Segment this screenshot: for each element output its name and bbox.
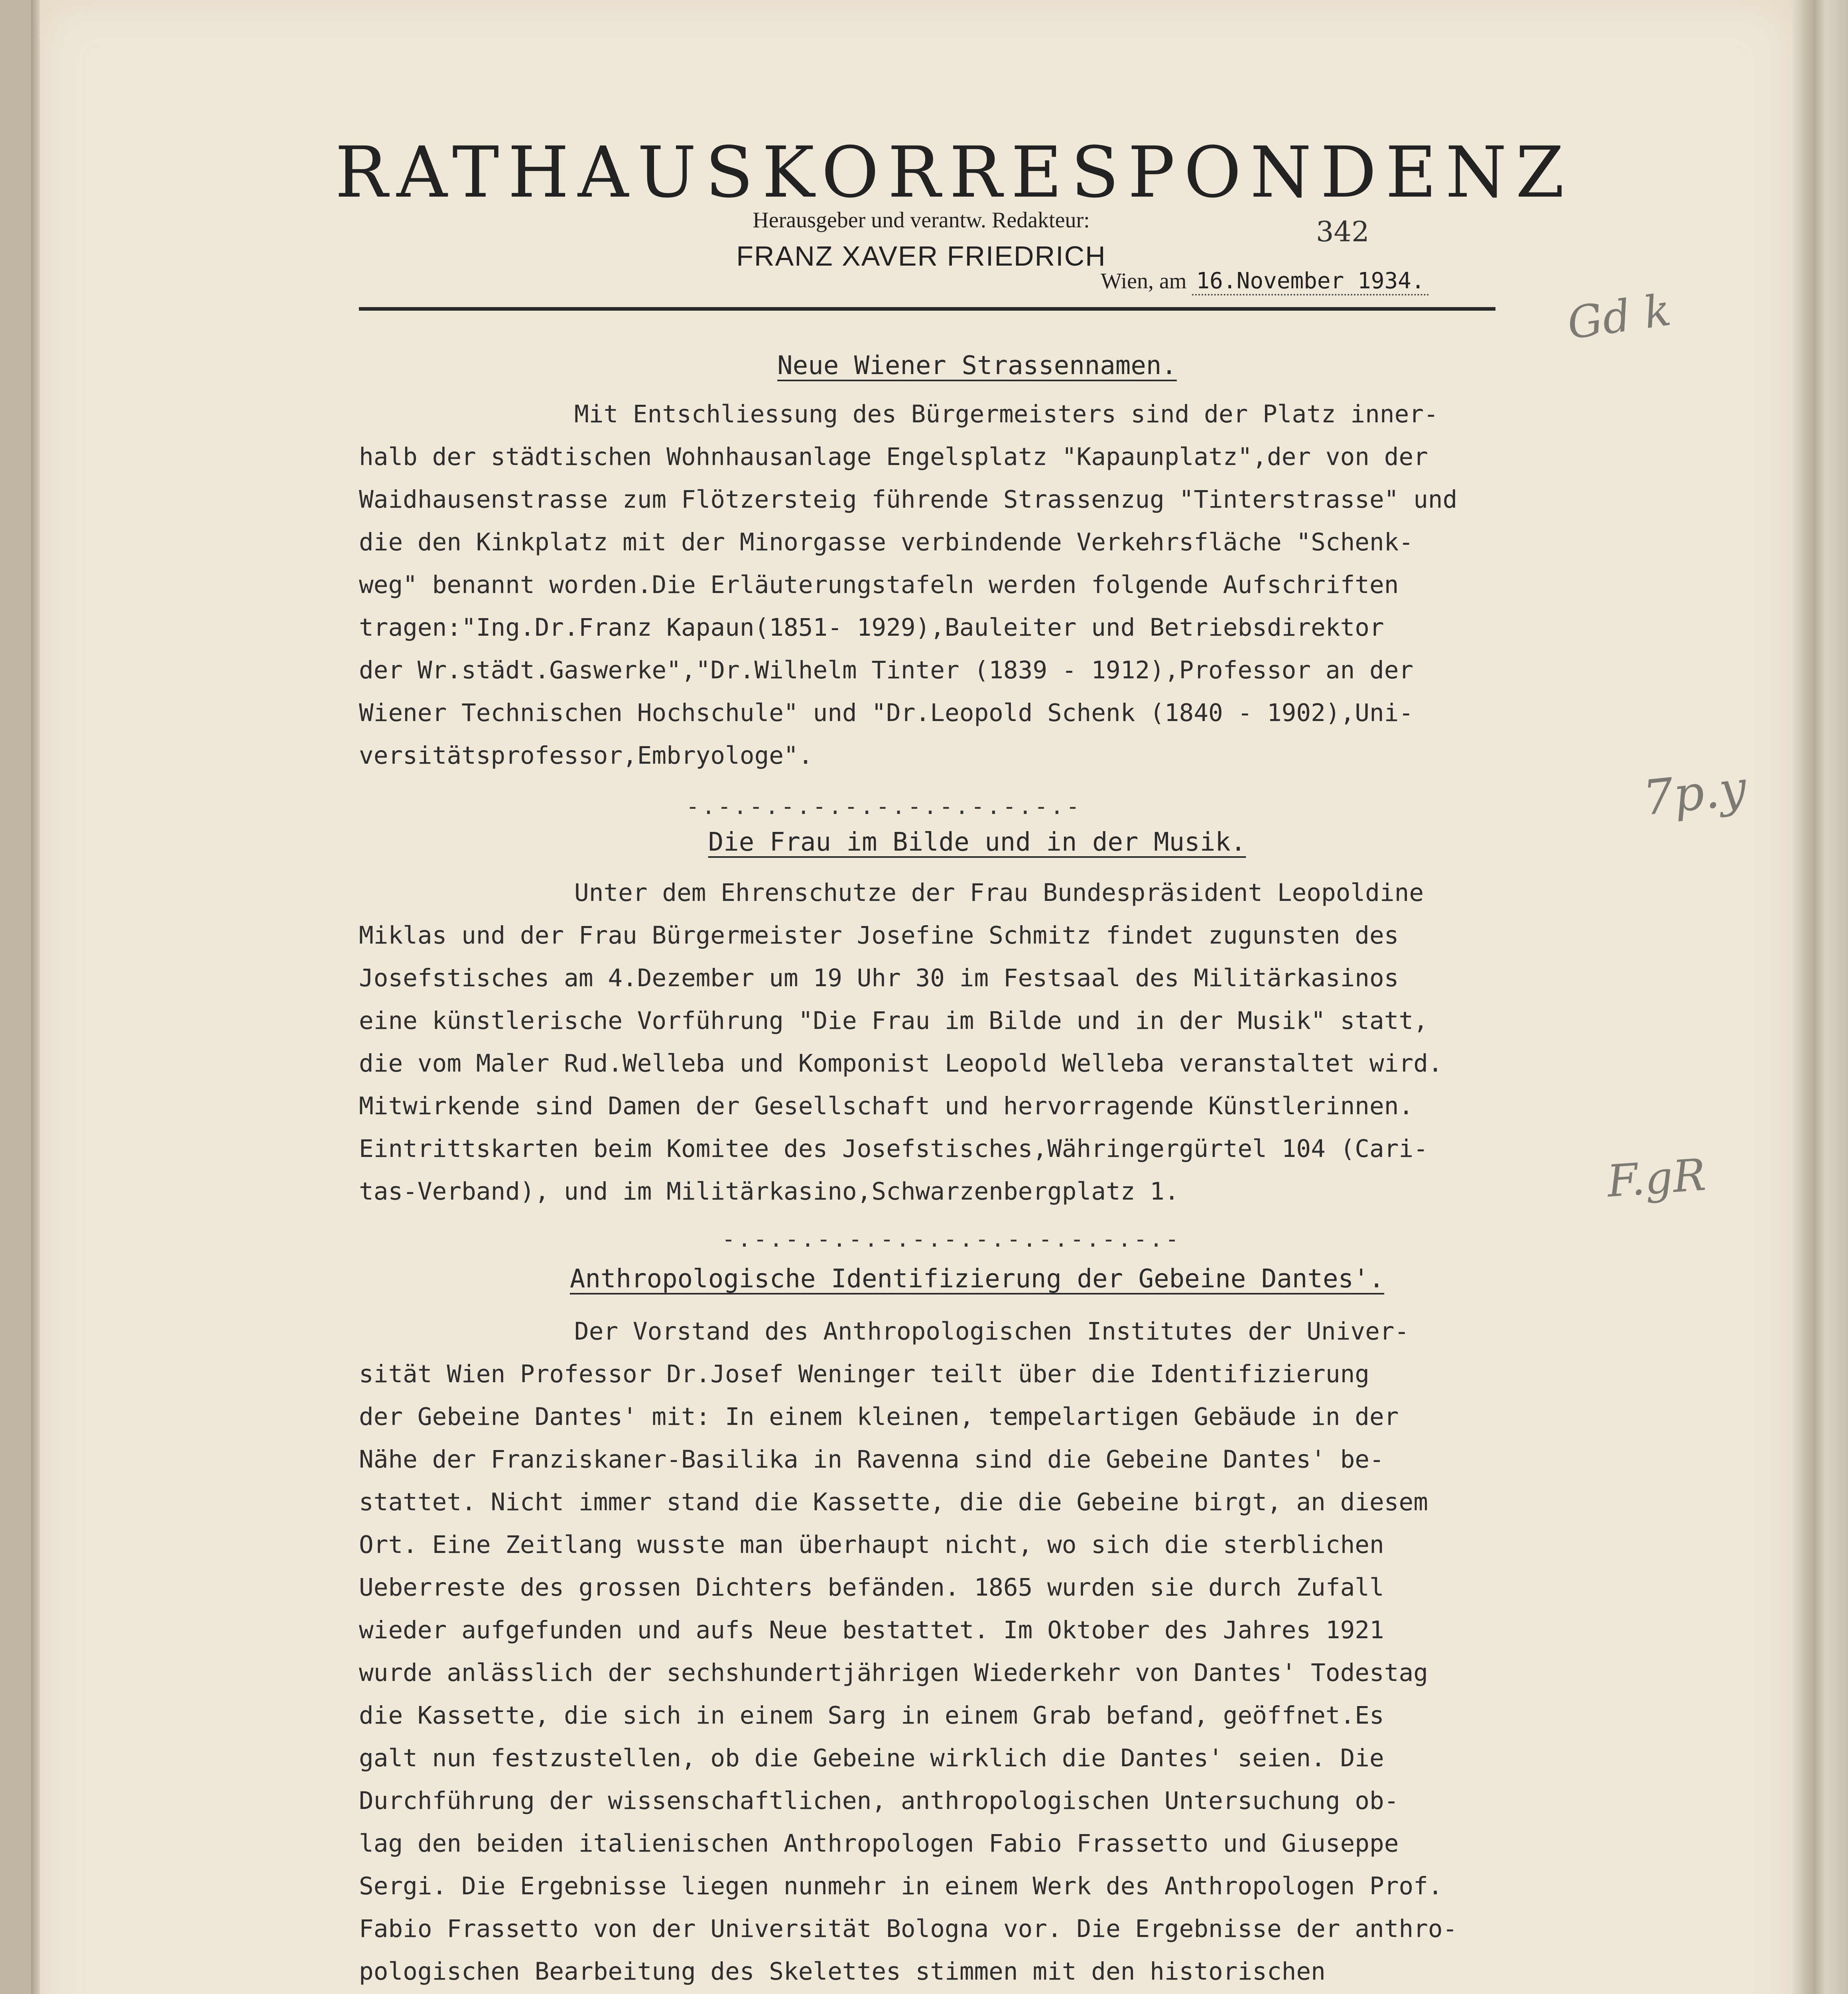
gutter-fold	[31, 0, 40, 1994]
publisher-name: FRANZ XAVER FRIEDRICH	[736, 240, 1106, 272]
article-body-street-names: Mit Entschliessung des Bürgermeisters sind der Platz inner- halb der städtischen Wohnhausanlage Engelsplatz "Kapaunplatz",der von der Waidhausenstrasse zum Flötzersteig führende Strassenzug "Tinterstrasse" und die den Kinkplatz mit der Minorgasse verbindende Verkehrsfläche "Schenk- weg" benannt worden.Die Erläuterungstafeln werden folgende Aufschriften tragen:"Ing.Dr.Franz Kapaun(1851- 1929),Bauleiter und Betriebsdirektor der Wr.städt.Gaswerke","Dr.Wilhelm Tinter (1839 - 1912),Professor an der Wiener Technischen Hochschule" und "Dr.Leopold Schenk (1840 - 1902),Uni- versitätsprofessor,Embryologe".	[359, 400, 1458, 770]
margin-note-2: 7p.y	[1640, 760, 1749, 827]
article-body-frau-im-bilde: Unter dem Ehrenschutze der Frau Bundespräsident Leopoldine Miklas und der Frau Bürgermeister Josefine Schmitz findet zugunsten des Josefstisches am 4.Dezember um 19 Uhr 30 im Festsaal des Militärkasinos eine künstlerische Vorführung "Die Frau im Bilde und in der Musik" statt, die vom Maler Rud.Welleba und Komponist Leopold Welleba veranstaltet wird. Mitwirkende sind Damen der Gesellschaft und hervorragende Künstlerinnen. Eintrittskarten beim Komitee des Josefstisches,Währingergürtel 104 (Cari- tas-Verband), und im Militärkasino,Schwarzenbergplatz 1.	[359, 879, 1443, 1206]
article-title-frau-im-bilde: Die Frau im Bilde und in der Musik.	[708, 828, 1246, 857]
article-title-dante: Anthropologische Identifizierung der Gebeine Dantes'.	[569, 1264, 1385, 1294]
separator-1: -.-.-.-.-.-.-.-.-.-.-.-.-	[686, 794, 1082, 820]
book-gutter	[0, 0, 40, 1994]
dateline	[1101, 268, 1429, 294]
page-edge	[1792, 0, 1848, 1994]
margin-note-1: Gd k	[1564, 284, 1674, 349]
publisher-label: Herausgeber und verantw. Redakteur:	[753, 208, 1090, 233]
publisher-block	[670, 207, 1172, 272]
masthead-title: RATHAUSKORRESPONDENZ	[335, 132, 1573, 213]
margin-note-3: F.gR	[1605, 1149, 1708, 1207]
page-number: 342	[1316, 215, 1369, 248]
masthead-rule	[359, 307, 1495, 311]
separator-2: -.-.-.-.-.-.-.-.-.-.-.-.-.-.-	[722, 1226, 1181, 1252]
date-value: 16.November 1934.	[1192, 268, 1428, 296]
article-title-street-names: Neue Wiener Strassennamen.	[777, 351, 1177, 380]
date-prefix: Wien, am	[1101, 269, 1187, 294]
article-body-dante: Der Vorstand des Anthropologischen Institutes der Univer- sität Wien Professor Dr.Josef Weninger teilt über die Identifizierung der Gebeine Dantes' mit: In einem kleinen, tempelartigen Gebäude in der Nähe der Franziskaner-Basilika in Ravenna sind die Gebeine Dantes' be- stattet. Nicht immer stand die Kassette, die die Gebeine birgt, an diesem Ort. Eine Zeitlang wusste man überhaupt nicht, wo sich die sterblichen Ueberreste des grossen Dichters befänden. 1865 wurden sie durch Zufall wieder aufgefunden und aufs Neue bestattet. Im Oktober des Jahres 1921 wurde anlässlich der sechshundertjährigen Wiederkehr von Dantes' Todestag die Kassette, die sich in einem Sarg in einem Grab befand, geöffnet.Es galt nun festzustellen, ob die Gebeine wirklich die Dantes' seien. Die Durchführung der wissenschaftlichen, anthropologischen Untersuchung ob- lag den beiden italienischen Anthropologen Fabio Frassetto und Giuseppe Sergi. Die Ergebnisse liegen nunmehr in einem Werk des Anthropologen Prof. Fabio Frassetto von der Universität Bologna vor. Die Ergebnisse der anthro- pologischen Bearbeitung des Skelettes stimmen mit den historischen	[359, 1317, 1458, 1986]
